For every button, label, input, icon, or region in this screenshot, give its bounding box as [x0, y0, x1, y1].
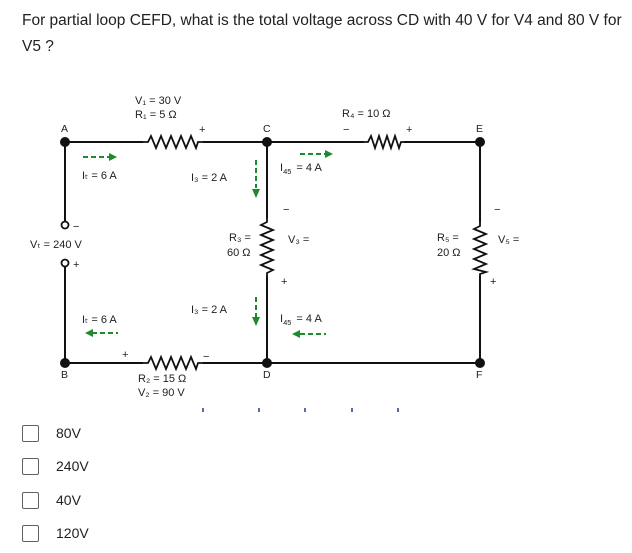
question-text: For partial loop CEFD, what is the total voltage across CD with 40 V for V4 and 80 V for V5 ? — [22, 12, 622, 55]
resistor-r4 — [364, 136, 404, 148]
i3-top-label: I₃ = 2 A — [191, 172, 227, 184]
it-bottom-arrow-head — [85, 329, 93, 337]
resistor-r5 — [474, 222, 486, 276]
r1-resistance-label: R₁ = 5 Ω — [135, 109, 177, 121]
option-label: 240V — [56, 458, 89, 474]
i3-bottom-arrow-head — [252, 317, 260, 326]
node-f-dot — [475, 358, 485, 368]
node-d-dot — [262, 358, 272, 368]
i45-top-arrow-head — [325, 150, 333, 158]
it-bottom-label: Iₜ = 6 A — [82, 314, 117, 326]
source-terminal-positive — [62, 260, 69, 267]
node-label-d: D — [263, 369, 271, 381]
r5-plus-sign: + — [490, 276, 497, 288]
r5-value-label: 20 Ω — [437, 247, 461, 259]
source-terminal-negative — [62, 222, 69, 229]
r1-plus-sign: + — [199, 124, 206, 136]
node-b-dot — [60, 358, 70, 368]
resistor-r2 — [143, 357, 203, 369]
resistor-r1 — [143, 136, 203, 148]
option-label: 120V — [56, 525, 89, 541]
i45-bottom-arrow-head — [292, 330, 300, 338]
node-label-e: E — [476, 123, 484, 135]
r5-name-label: R₅ = — [437, 232, 459, 244]
node-c-dot — [262, 137, 272, 147]
it-top-label: Iₜ = 6 A — [82, 170, 117, 182]
r3-plus-sign: + — [281, 276, 288, 288]
option-checkbox[interactable] — [22, 492, 39, 509]
node-e-dot — [475, 137, 485, 147]
source-minus-sign: − — [73, 221, 80, 233]
i3-top-arrow-head — [252, 189, 260, 198]
r3-voltage-label: V₃ = — [288, 234, 310, 246]
option-checkbox[interactable] — [22, 425, 39, 442]
r3-name-label: R₃ = — [229, 232, 251, 244]
source-plus-sign: + — [73, 259, 80, 271]
source-voltage-label: Vₜ = 240 V — [30, 239, 82, 251]
i45-top-label: $I_{45} = 4$ A — [280, 162, 322, 176]
node-label-f: F — [476, 369, 483, 381]
r2-minus-sign: − — [203, 351, 210, 363]
r3-value-label: 60 Ω — [227, 247, 251, 259]
r5-voltage-label: V₅ = — [498, 234, 520, 246]
option-80v[interactable] — [22, 421, 81, 445]
r2-resistance-label: R₂ = 15 Ω — [138, 373, 187, 385]
r5-minus-sign: − — [494, 204, 501, 216]
i3-bottom-label: I₃ = 2 A — [191, 304, 227, 316]
it-top-arrow-head — [109, 153, 117, 161]
node-label-b: B — [61, 369, 69, 381]
i45-bottom-label: $I_{45} = 4$ A — [280, 313, 322, 327]
r3-minus-sign: − — [283, 204, 290, 216]
r2-voltage-label: V₂ = 90 V — [138, 387, 185, 399]
option-label: 40V — [56, 492, 81, 508]
resistor-r3 — [261, 218, 273, 276]
r4-resistance-label: R₄ = 10 Ω — [342, 108, 391, 120]
node-label-c: C — [263, 123, 271, 135]
r2-plus-sign: + — [122, 349, 129, 361]
node-a-dot — [60, 137, 70, 147]
option-240v[interactable] — [22, 454, 89, 478]
r4-minus-sign: − — [343, 124, 350, 136]
option-40v[interactable] — [22, 488, 81, 512]
option-checkbox[interactable] — [22, 458, 39, 475]
option-120v[interactable] — [22, 521, 89, 545]
option-label: 80V — [56, 425, 81, 441]
option-checkbox[interactable] — [22, 525, 39, 542]
circuit-wires — [65, 142, 480, 363]
node-label-a: A — [61, 123, 69, 135]
r4-plus-sign: + — [406, 124, 413, 136]
r1-voltage-label: V₁ = 30 V — [135, 95, 182, 107]
